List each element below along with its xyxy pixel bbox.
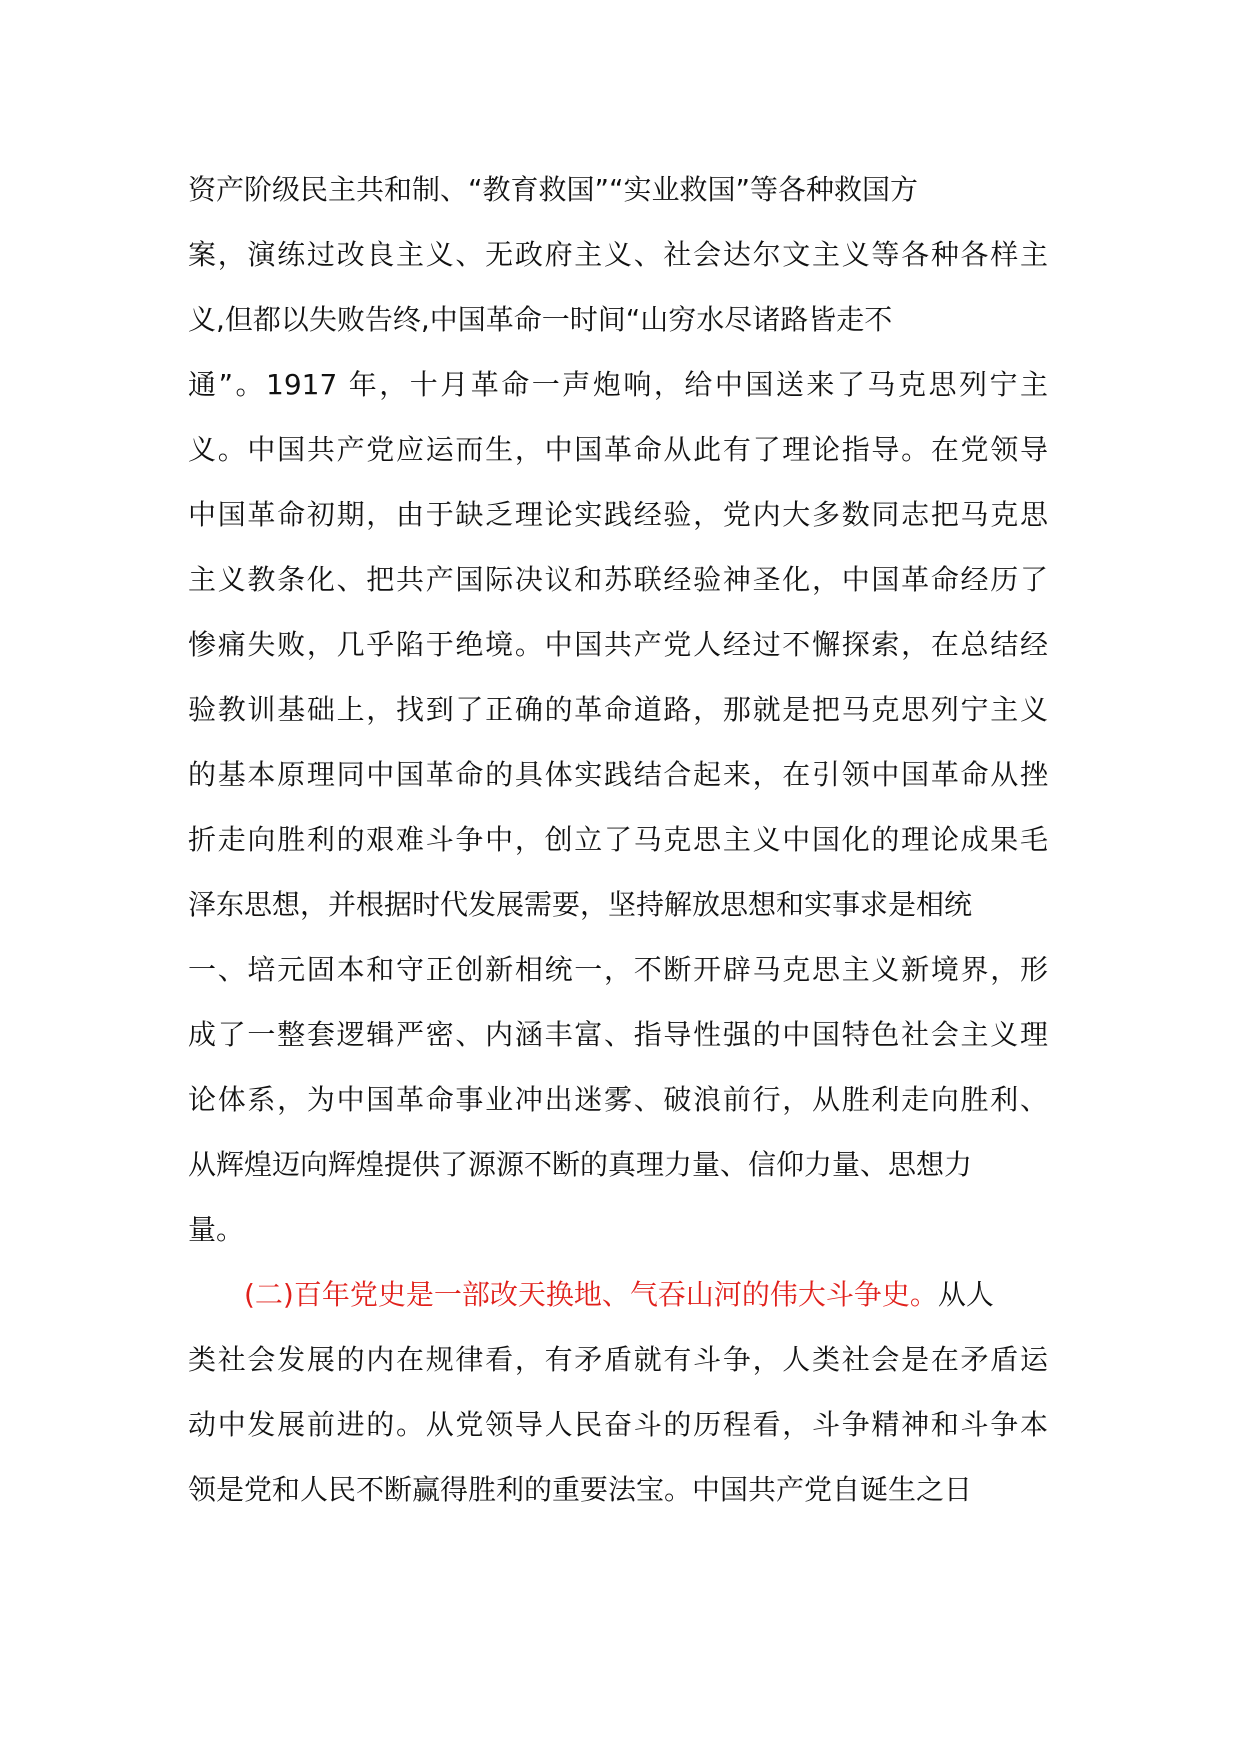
text-line: 义,但都以失败告终,中国革命一时间“山穷水尽诸路皆走不 [188, 303, 893, 336]
text-line: 主义教条化、把共产国际决议和苏联经验神圣化，中国革命经历了 [188, 563, 1048, 596]
text-line: 动中发展前进的。从党领导人民奋斗的历程看，斗争精神和斗争本 [188, 1408, 1048, 1441]
text-line: 折走向胜利的艰难斗争中，创立了马克思主义中国化的理论成果毛 [188, 823, 1048, 856]
text-line: 泽东思想，并根据时代发展需要，坚持解放思想和实事求是相统 [188, 888, 973, 921]
section-heading: (二)百年党史是一部改天换地、气吞山河的伟大斗争史。 [244, 1278, 938, 1311]
text-line: 的基本原理同中国革命的具体实践结合起来，在引领中国革命从挫 [188, 758, 1048, 791]
text-line: 验教训基础上，找到了正确的革命道路，那就是把马克思列宁主义 [188, 693, 1048, 726]
text-line: 成了一整套逻辑严密、内涵丰富、指导性强的中国特色社会主义理 [188, 1018, 1048, 1051]
text-line: 案，演练过改良主义、无政府主义、社会达尔文主义等各种各样主 [188, 238, 1048, 271]
text-line: 一、培元固本和守正创新相统一，不断开辟马克思主义新境界，形 [188, 953, 1048, 986]
text-line: 通”。1917 年，十月革命一声炮响，给中国送来了马克思列宁主 [188, 368, 1048, 401]
text-line: 义。中国共产党应运而生，中国革命从此有了理论指导。在党领导 [188, 433, 1048, 466]
text-line: 量。 [188, 1213, 245, 1246]
paragraph-1 [188, 170, 1048, 1275]
text-line: 从辉煌迈向辉煌提供了源源不断的真理力量、信仰力量、思想力 [188, 1148, 973, 1181]
text-run: 从人 [937, 1278, 994, 1311]
text-line: 论体系，为中国革命事业冲出迷雾、破浪前行，从胜利走向胜利、 [188, 1083, 1048, 1116]
text-line: 中国革命初期，由于缺乏理论实践经验，党内大多数同志把马克思 [188, 498, 1048, 531]
paragraph-2-first-line [188, 1275, 1048, 1340]
text-line: 惨痛失败，几乎陷于绝境。中国共产党人经过不懈探索，在总结经 [188, 628, 1048, 661]
text-line: 类社会发展的内在规律看，有矛盾就有斗争，人类社会是在矛盾运 [188, 1343, 1048, 1376]
text-line: 领是党和人民不断赢得胜利的重要法宝。中国共产党自诞生之日 [188, 1473, 973, 1506]
paragraph-2 [188, 1275, 1048, 1535]
text-line: 资产阶级民主共和制、“教育救国”“实业救国”等各种救国方 [188, 173, 919, 206]
document-page [188, 170, 1048, 1535]
